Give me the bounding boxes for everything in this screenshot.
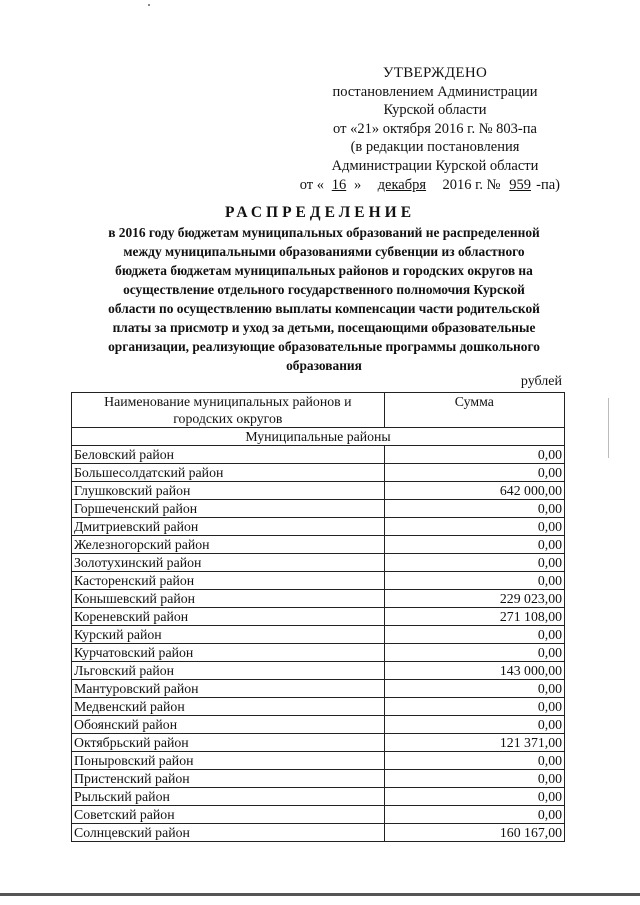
- subtitle-line: осуществление отдельного государственного полномочия Курской: [123, 282, 525, 297]
- district-name-cell: Медвенский район: [72, 698, 385, 716]
- approval-line-3: от «21» октября 2016 г. № 803-па: [333, 120, 537, 137]
- district-name-cell: Кореневский район: [72, 608, 385, 626]
- amount-cell: 0,00: [384, 536, 564, 554]
- table-row: [72, 518, 565, 536]
- table-row: [72, 824, 565, 842]
- district-name-cell: Железногорский район: [72, 536, 385, 554]
- district-name-cell: Глушковский район: [72, 482, 385, 500]
- district-name-cell: Советский район: [72, 806, 385, 824]
- header-sum-cell: Сумма: [384, 393, 564, 428]
- subtitle-line: области по осуществлению выплаты компенсации части родительской: [108, 301, 540, 316]
- amount-cell: 0,00: [384, 680, 564, 698]
- subtitle-line: между муниципальными образованиями субвенции из областного: [123, 244, 525, 259]
- amount-cell: 0,00: [384, 716, 564, 734]
- amount-cell: 0,00: [384, 446, 564, 464]
- document-title: РАСПРЕДЕЛЕНИЕ: [224, 204, 416, 221]
- amount-cell: 0,00: [384, 572, 564, 590]
- subtitle-line: образования: [286, 358, 362, 373]
- subtitle-line: организации, реализующие образовательные программы дошкольного: [108, 339, 540, 354]
- approval-heading: УТВЕРЖДЕНО: [382, 65, 488, 81]
- approval-block: [290, 64, 580, 194]
- table-row: [72, 536, 565, 554]
- amount-cell: 271 108,00: [384, 608, 564, 626]
- district-name-cell: Рыльский район: [72, 788, 385, 806]
- table-body: [72, 428, 565, 842]
- table-row: [72, 752, 565, 770]
- amount-cell: 0,00: [384, 698, 564, 716]
- district-name-cell: Беловский район: [72, 446, 385, 464]
- table-row: [72, 788, 565, 806]
- approval-line-5: Администрации Курской области: [331, 157, 539, 174]
- table-row: [72, 806, 565, 824]
- district-name-cell: Дмитриевский район: [72, 518, 385, 536]
- table-row: [72, 662, 565, 680]
- district-name-cell: Курский район: [72, 626, 385, 644]
- amount-cell: 143 000,00: [384, 662, 564, 680]
- scan-bottom-bar: [0, 893, 640, 896]
- amendment-prefix: от «: [299, 176, 324, 193]
- table-row: [72, 464, 565, 482]
- amount-cell: 0,00: [384, 626, 564, 644]
- district-name-cell: Горшеченский район: [72, 500, 385, 518]
- table-row: [72, 680, 565, 698]
- document-subtitle: [74, 223, 574, 375]
- amount-cell: 0,00: [384, 518, 564, 536]
- district-name-cell: Солнцевский район: [72, 824, 385, 842]
- header-name-cell: [72, 393, 385, 428]
- district-name-cell: Большесолдатский район: [72, 464, 385, 482]
- table-row: [72, 626, 565, 644]
- amendment-quote: »: [353, 176, 362, 193]
- amount-cell: 0,00: [384, 770, 564, 788]
- amount-cell: 642 000,00: [384, 482, 564, 500]
- table-header-row: [72, 393, 565, 428]
- district-name-cell: Льговский район: [72, 662, 385, 680]
- amount-cell: 121 371,00: [384, 734, 564, 752]
- amount-cell: 0,00: [384, 500, 564, 518]
- subtitle-line: бюджета бюджетам муниципальных районов и городских округов на: [115, 263, 533, 278]
- district-name-cell: Конышевский район: [72, 590, 385, 608]
- approval-line-2: Курской области: [383, 102, 487, 119]
- amendment-number: 959: [509, 176, 532, 193]
- table-row: [72, 554, 565, 572]
- table-row: [72, 644, 565, 662]
- distribution-table: [71, 392, 565, 842]
- amount-cell: 0,00: [384, 752, 564, 770]
- table-row: [72, 572, 565, 590]
- district-name-cell: Курчатовский район: [72, 644, 385, 662]
- scan-edge-line: [608, 398, 609, 458]
- amendment-suffix: -па): [536, 176, 560, 193]
- section-heading: Муниципальные районы: [72, 428, 565, 446]
- district-name-cell: Обоянский район: [72, 716, 385, 734]
- district-name-cell: Октябрьский район: [72, 734, 385, 752]
- table-row: [72, 446, 565, 464]
- approval-line-6: [290, 176, 580, 195]
- approval-line-1: постановлением Администрации: [332, 83, 538, 100]
- table-row: [72, 482, 565, 500]
- amount-cell: 229 023,00: [384, 590, 564, 608]
- amount-cell: 0,00: [384, 806, 564, 824]
- subtitle-line: в 2016 году бюджетам муниципальных образований не распределенной: [108, 225, 540, 240]
- amount-cell: 0,00: [384, 554, 564, 572]
- amendment-day: 16: [331, 176, 347, 193]
- scan-speck: [148, 4, 150, 6]
- district-name-cell: Мантуровский район: [72, 680, 385, 698]
- amendment-year: 2016 г. №: [442, 176, 501, 193]
- district-name-cell: Поныровский район: [72, 752, 385, 770]
- header-name-line: Наименование муниципальных районов и: [104, 394, 352, 409]
- approval-line-4: (в редакции постановления: [350, 139, 520, 156]
- amount-cell: 0,00: [384, 464, 564, 482]
- table-row: [72, 698, 565, 716]
- amount-cell: 160 167,00: [384, 824, 564, 842]
- subtitle-line: платы за присмотр и уход за детьми, посещающими образовательные: [112, 320, 536, 335]
- table-row: [72, 770, 565, 788]
- table-row: [72, 608, 565, 626]
- header-name-line: городских округов: [173, 411, 283, 426]
- amount-cell: 0,00: [384, 644, 564, 662]
- units-label: рублей: [520, 374, 562, 389]
- table-row: [72, 734, 565, 752]
- district-name-cell: Касторенский район: [72, 572, 385, 590]
- table-row: [72, 500, 565, 518]
- district-name-cell: Пристенский район: [72, 770, 385, 788]
- section-row: [72, 428, 565, 446]
- table-row: [72, 590, 565, 608]
- district-name-cell: Золотухинский район: [72, 554, 385, 572]
- amendment-month: декабря: [377, 176, 427, 193]
- amount-cell: 0,00: [384, 788, 564, 806]
- table-row: [72, 716, 565, 734]
